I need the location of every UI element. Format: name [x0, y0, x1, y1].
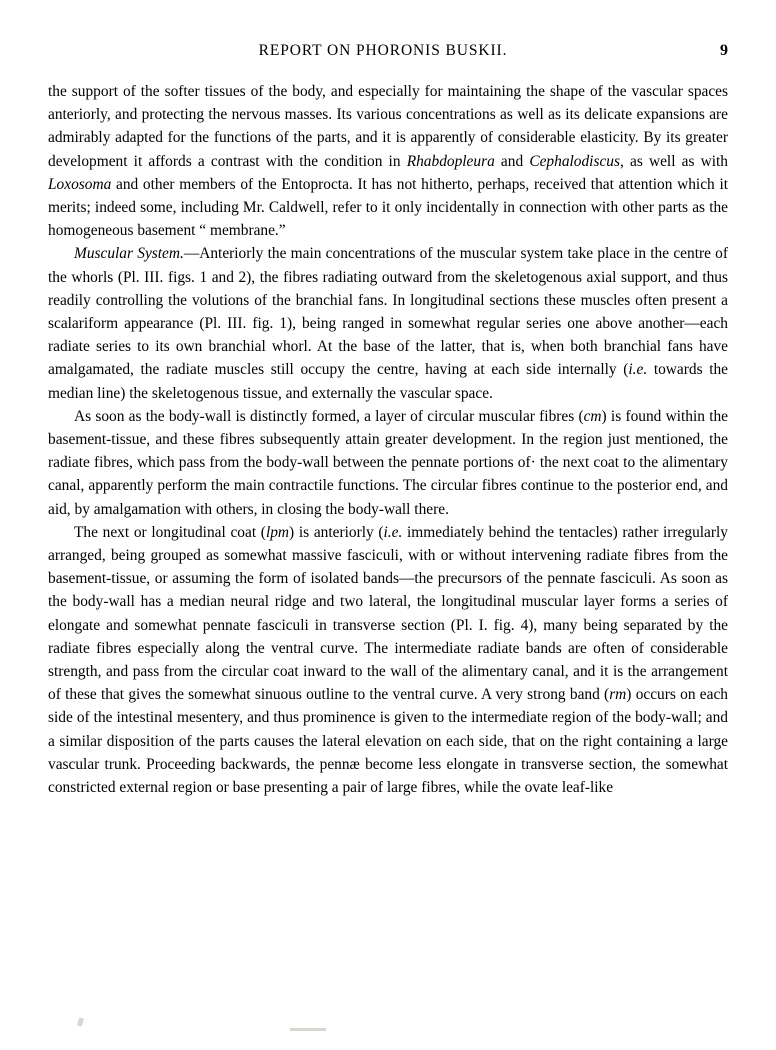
- paragraph-1: the support of the softer tissues of the body, and especially for maintaining the shape of the vascular spaces anteriorly, and protecting the nervous masses. Its various concentrations as well as its delicate expansions are admirably adapted for the functions of the parts, and it is apparently of considerable elasticity. By its greater development it affords a contrast with the condition in Rhabdopleura and Cephalodiscus, as well as with Loxosoma and other members of the Entoprocta. It has not hitherto, perhaps, received that attention which it merits; indeed some, including Mr. Caldwell, refer to it only incidentally in connection with other parts as the homogeneous basement “ membrane.”: [48, 83, 728, 240]
- running-title: REPORT ON PHORONIS BUSKII.: [258, 42, 508, 59]
- paragraph-4: The next or longitudinal coat (lpm) is anteriorly (i.e. immediately behind the tentacles) rather irregularly arranged, being grouped as somewhat massive fasciculi, with or without intervening radiate fibres from the basement-tissue, or assuming the form of isolated bands—the precursors of the pennate fasciculi. As soon as the body-wall has a median neural ridge and two lateral, the longitudinal muscular layer forms a series of elongate and somewhat pennate fasciculi in transverse section (Pl. I. fig. 4), many being separated by the radiate fibres especially along the ventral curve. The intermediate radiate bands are often of considerable strength, and pass from the circular coat inward to the wall of the alimentary canal, and it is the arrangement of these that gives the somewhat sinuous outline to the ventral curve. A very strong band (rm) occurs on each side of the intestinal mesentery, and thus prominence is given to the intermediate region of the body-wall; and a similar disposition of the parts causes the lateral elevation on each side, that on the right containing a large vascular trunk. Proceeding backwards, the pennæ become less elongate in transverse section, the somewhat constricted external region or base presenting a pair of large fibres, while the ovate leaf-like: [48, 523, 728, 797]
- page-smudge-center: [290, 1028, 326, 1031]
- page-number: 9: [720, 42, 728, 59]
- page-smudge-left: [77, 1017, 84, 1026]
- body-text: [48, 80, 728, 799]
- page-header: [48, 42, 728, 72]
- paragraph-2: Muscular System.—Anteriorly the main concentrations of the muscular system take place in the centre of the whorls (Pl. III. figs. 1 and 2), the fibres radiating outward from the skeletogenous axial support, and thus readily controlling the volutions of the branchial fans. In longitudinal sections these muscles often present a scalariform appearance (Pl. III. fig. 1), being ranged in somewhat regular series one above another—each radiate series to its own branchial whorl. At the base of the latter, that is, when both branchial fans have amalgamated, the radiate muscles still occupy the centre, having at each side internally (i.e. towards the median line) the skeletogenous tissue, and externally the vascular space.: [48, 245, 729, 402]
- paragraph-3: As soon as the body-wall is distinctly formed, a layer of circular muscular fibres (cm) is found within the basement-tissue, and these fibres subsequently attain greater development. In the region just mentioned, the radiate fibres, which pass from the body-wall between the pennate portions of· the next coat to the alimentary canal, apparently perform the main contractile functions. The circular fibres continue to the posterior end, and aid, by amalgamation with others, in closing the body-wall there.: [48, 407, 728, 518]
